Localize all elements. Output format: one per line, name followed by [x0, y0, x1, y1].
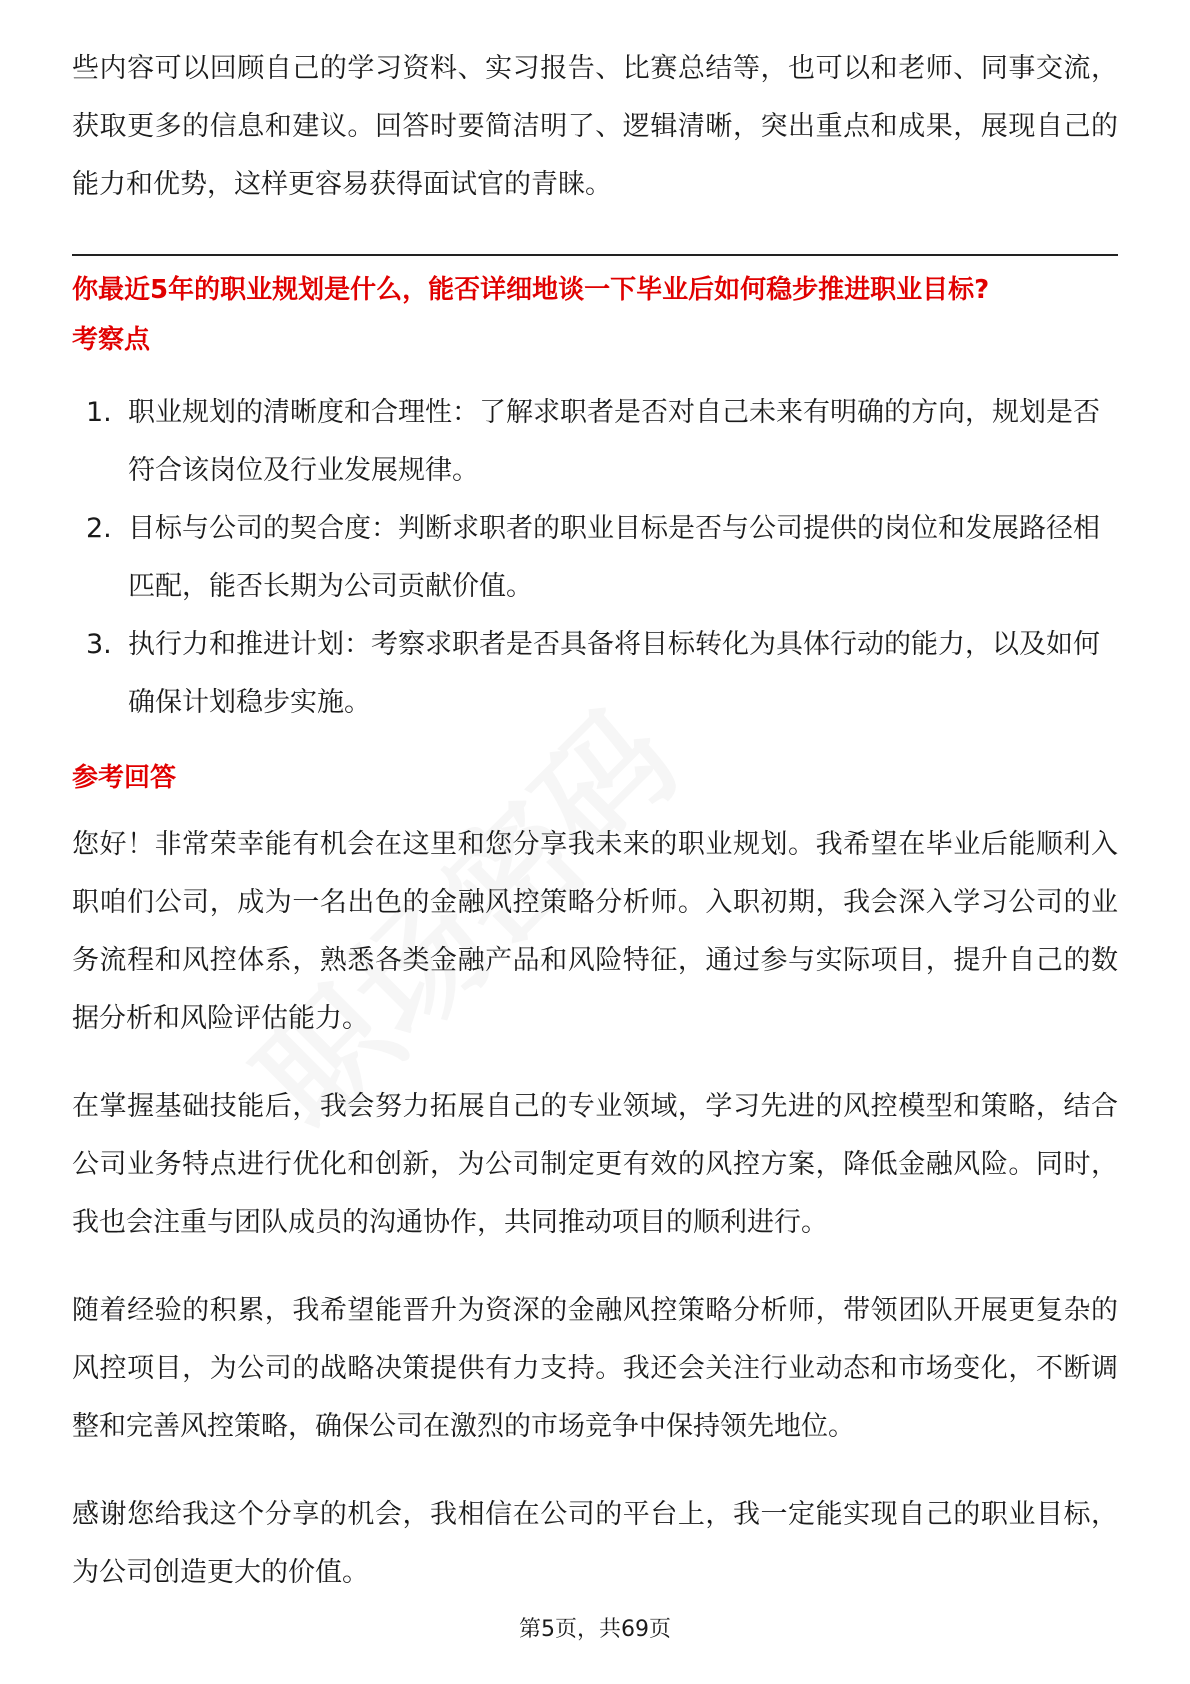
answer-body: [72, 816, 1118, 1602]
page-footer: 第5页，共69页: [519, 1617, 671, 1642]
list-item: [72, 500, 1118, 616]
question-title: 你最近5年的职业规划是什么，能否详细地谈一下毕业后如何稳步推进职业目标?: [72, 275, 990, 305]
points-heading: 考察点: [72, 325, 151, 355]
points-list: [72, 384, 1118, 732]
list-item: [72, 616, 1118, 732]
page-content: [72, 40, 1118, 1602]
list-text: 目标与公司的契合度：判断求职者的职业目标是否与公司提供的岗位和发展路径相匹配，能否长期为公司贡献价值。: [128, 513, 1100, 602]
intro-paragraph: 些内容可以回顾自己的学习资料、实习报告、比赛总结等，也可以和老师、同事交流，获取更多的信息和建议。回答时要简洁明了、逻辑清晰，突出重点和成果，展现自己的能力和优势，这样更容易获得面试官的青睐。: [72, 53, 1118, 200]
section-divider: [72, 254, 1118, 256]
answer-paragraph: 随着经验的积累，我希望能晋升为资深的金融风控策略分析师，带领团队开展更复杂的风控项目，为公司的战略决策提供有力支持。我还会关注行业动态和市场变化，不断调整和完善风控策略，确保公司在激烈的市场竞争中保持领先地位。: [72, 1295, 1118, 1442]
answer-heading: 参考回答: [72, 763, 177, 793]
list-number: 3.: [86, 629, 112, 660]
answer-paragraph: 您好！非常荣幸能有机会在这里和您分享我未来的职业规划。我希望在毕业后能顺利入职咱们公司，成为一名出色的金融风控策略分析师。入职初期，我会深入学习公司的业务流程和风控体系，熟悉各类金融产品和风险特征，通过参与实际项目，提升自己的数据分析和风险评估能力。: [72, 829, 1118, 1034]
list-item: [72, 384, 1118, 500]
list-number: 1.: [86, 397, 112, 428]
list-number: 2.: [86, 513, 112, 544]
answer-paragraph: 在掌握基础技能后，我会努力拓展自己的专业领域，学习先进的风控模型和策略，结合公司业务特点进行优化和创新，为公司制定更有效的风控方案，降低金融风险。同时，我也会注重与团队成员的沟通协作，共同推动项目的顺利进行。: [72, 1091, 1118, 1238]
list-text: 执行力和推进计划：考察求职者是否具备将目标转化为具体行动的能力，以及如何确保计划稳步实施。: [128, 629, 1100, 718]
answer-paragraph: 感谢您给我这个分享的机会，我相信在公司的平台上，我一定能实现自己的职业目标，为公司创造更大的价值。: [72, 1499, 1118, 1588]
list-text: 职业规划的清晰度和合理性：了解求职者是否对自己未来有明确的方向，规划是否符合该岗位及行业发展规律。: [128, 397, 1100, 486]
